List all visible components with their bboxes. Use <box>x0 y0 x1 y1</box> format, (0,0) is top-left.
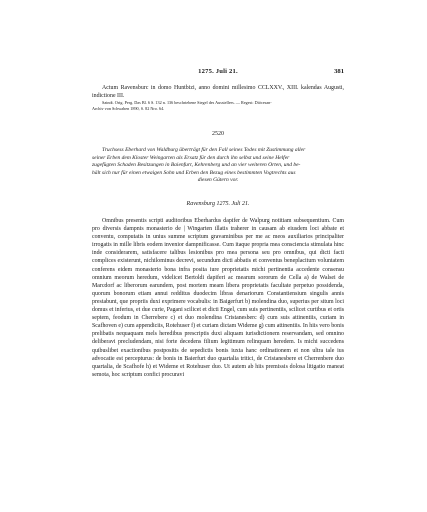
place-and-date: Ravensburg 1275. Juli 21. <box>186 201 250 207</box>
regest-line: diesen Gütern vor. <box>197 177 239 184</box>
source-note-line: Archiv von Schwaben 1890, S. 82 Nro. 64. <box>92 106 165 112</box>
charter-body: Omnibus presentis scripti auditoribus Eberhardus dapifer de Walpurg notitiam subsequentium. Cum pro diversis dampnis monasterio de | Wingarten illatis traherer in causam ab eiusdem loci abbate et conventu, computatis in unius summe scriptum gravaminibus per me ac meos auxiliarios principaliter irrogatis in mille libris eodem invenior dampnificasse. Cum itaque propria mea consciencia stimulata hinc inde considerarem, satisfacere talibus lesionibus pro mea persona seu pro omnibus, qui dicti facti complices existerunt, nichilominus decrevi, secundum dicti abbatis et conventus beneplacitum voluntatem conferens eidem monasterio bona infra posita iure proprietatis michi pertinentia accedente consensu omnium meorum heredum, videlicet Bertoldi dapiferi ac mearum sororum de Cella a) de Walsei de Marcdorf ac liberorum earundem, post mortem meam libera proprietatis facultate perpetuo possidenda, quorum bonorum etiam annui redditus duodecim libras denariorum Constantiensium singulis annis prestabunt, que propriis duxi exprimere vocabulis: in Baigerfurt b) molendina duo, superius per situm loci domus et inferius, et due curie, Pagani scilicet et dicti Engel, cum suis pertinentiis, scilicet curtibus et ortis septem, feodum in Cherrebere c) et duo molendina Cristanesberc d) cum suis attinentiis, curiam in Scafhoven e) cum appendiciis, Rotehuser f) et curiam dictam Wideme g) cum attinentiis. In hiis vero bonis prelibatis nequaquam mels heredibus prescriptis duxi aliquam iurisdictionem reservandam, sed omnino deliberavi precludendam, nisi forte decedens filium legitimum relinquam heredem. Is michi succedens quibuslibet exactionibus postpositis de sepedictis bonis iuxta hanc ordinationem et non ultra tale ius advocatie est percepturus: de bonis in Baierfurt duo quartalia tritici, de Cristanesbere et Cherrenbere duo quartalia, de Scafhofe h) et Wideme et Rotehuser duo. Ut autem ab hiis premissis dolosa litigatio maneat semota, hoc scriptum confici procuravi <box>92 218 344 378</box>
regest-line: Truchsess Eberhard von Waldburg überträgt für den Fall seines Todes mit Zustimmung aller <box>102 147 306 153</box>
regest-line: seiner Erben dem Kloster Weingarten als Ersatz für den durch ihn selbst und seine Helfer <box>92 154 290 161</box>
running-header <box>92 68 344 78</box>
regest-summary <box>92 147 344 185</box>
header-date: 1275. Juli 21. <box>198 68 238 75</box>
document-number: 2520 <box>212 131 224 137</box>
regest-line: hält sich nur für einen etwaigen Sohn und Erben den Bezug eines bestimmten Vogtrechts aus <box>92 169 296 176</box>
charter-text <box>92 217 344 379</box>
previous-document-closing: Actum Ravensburc in domo Huntbizi, anno domini millesimo CCLXXV., XIII. kalendas Augusti, indictione III. <box>92 85 344 100</box>
source-note-line: Saindt. Orig. Perg. Das Bl. 6 S. 132 n. 136 beschriebene Siegel des Ausstellers. — Regest: Diöcesan- <box>102 100 272 106</box>
page-number: 381 <box>334 68 344 75</box>
regest-line: zugefügten Schaden Besitzungen in Baienfurt, Kehrenberg und an vier weiteren Orten, und be- <box>92 162 301 169</box>
previous-document-end <box>92 84 344 112</box>
